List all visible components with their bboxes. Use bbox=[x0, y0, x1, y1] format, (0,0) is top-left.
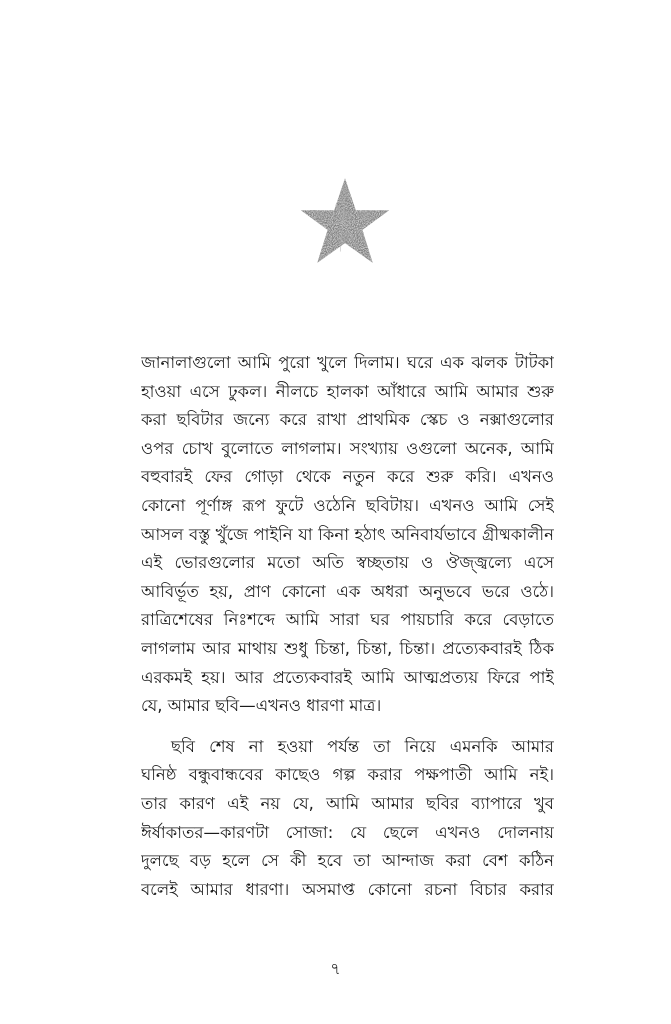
text-line: দুলছে বড় হলে সে কী হবে তা আন্দাজ করা বেশ কঠিন bbox=[141, 851, 554, 871]
page-number: ৭ bbox=[330, 959, 341, 978]
star-ornament bbox=[298, 176, 392, 266]
text-line: ওপর চোখ বুলোতে লাগলাম। সংখ্যায় ওগুলো অনেক, আমি bbox=[141, 438, 554, 458]
star-shape bbox=[301, 178, 389, 263]
text-line: লাগলাম আর মাথায় শুধু চিন্তা, চিন্তা, চিন্তা। প্রত্যেকবারই ঠিক bbox=[141, 638, 554, 658]
text-line: তার কারণ এই নয় যে, আমি আমার ছবির ব্যাপারে খুব bbox=[141, 793, 554, 813]
text-line: এরকমই হয়। আর প্রত্যেকবারই আমি আত্মপ্রত্যয় ফিরে পাই bbox=[141, 667, 554, 687]
text-line: কোনো পূর্ণাঙ্গ রূপ ফুটে ওঠেনি ছবিটায়। এখনও আমি সেই bbox=[141, 495, 554, 515]
text-line: হাওয়া এসে ঢুকল। নীলচে হালকা আঁধারে আমি আমার শুরু bbox=[141, 381, 554, 401]
text-line: বলেই আমার ধারণা। অসমাপ্ত কোনো রচনা বিচার করার bbox=[141, 879, 554, 899]
text-line: করা ছবিটার জন্যে করে রাখা প্রাথমিক স্কেচ ও নক্সাগুলোর bbox=[141, 410, 554, 430]
body-text bbox=[141, 349, 554, 904]
paragraph-2 bbox=[141, 733, 554, 905]
text-line: ঈর্ষাকাতর—কারণটা সোজা: যে ছেলে এখনও দোলনায় bbox=[141, 822, 554, 842]
star-icon bbox=[298, 176, 392, 266]
paragraph-1 bbox=[141, 349, 554, 721]
text-line: আবির্ভূত হয়, প্রাণ কোনো এক অধরা অনুভবে ভরে ওঠে। bbox=[141, 581, 554, 601]
text-line: ছবি শেষ না হওয়া পর্যন্ত তা নিয়ে এমনকি আমার bbox=[171, 736, 554, 756]
text-line: জানালাগুলো আমি পুরো খুলে দিলাম। ঘরে এক ঝলক টাটকা bbox=[141, 353, 554, 372]
text-line: আসল বস্তু খুঁজে পাইনি যা কিনা হঠাৎ অনিবার্যভাবে গ্রীষ্মকালীন bbox=[141, 524, 554, 544]
paragraph-gap bbox=[141, 721, 554, 733]
text-line: রাত্রিশেষের নিঃশব্দে আমি সারা ঘর পায়চারি করে বেড়াতে bbox=[141, 610, 554, 630]
text-line: বহুবারই ফের গোড়া থেকে নতুন করে শুরু করি। এখনও bbox=[141, 467, 554, 487]
text-line: এই ভোরগুলোর মতো অতি স্বচ্ছতায় ও ঔজ্জ্বল্যে এসে bbox=[141, 553, 554, 573]
text-line: যে, আমার ছবি—এখনও ধারণা মাত্র। bbox=[141, 696, 382, 716]
text-line: ঘনিষ্ঠ বন্ধুবান্ধবের কাছেও গল্প করার পক্ষপাতী আমি নই। bbox=[141, 765, 554, 785]
